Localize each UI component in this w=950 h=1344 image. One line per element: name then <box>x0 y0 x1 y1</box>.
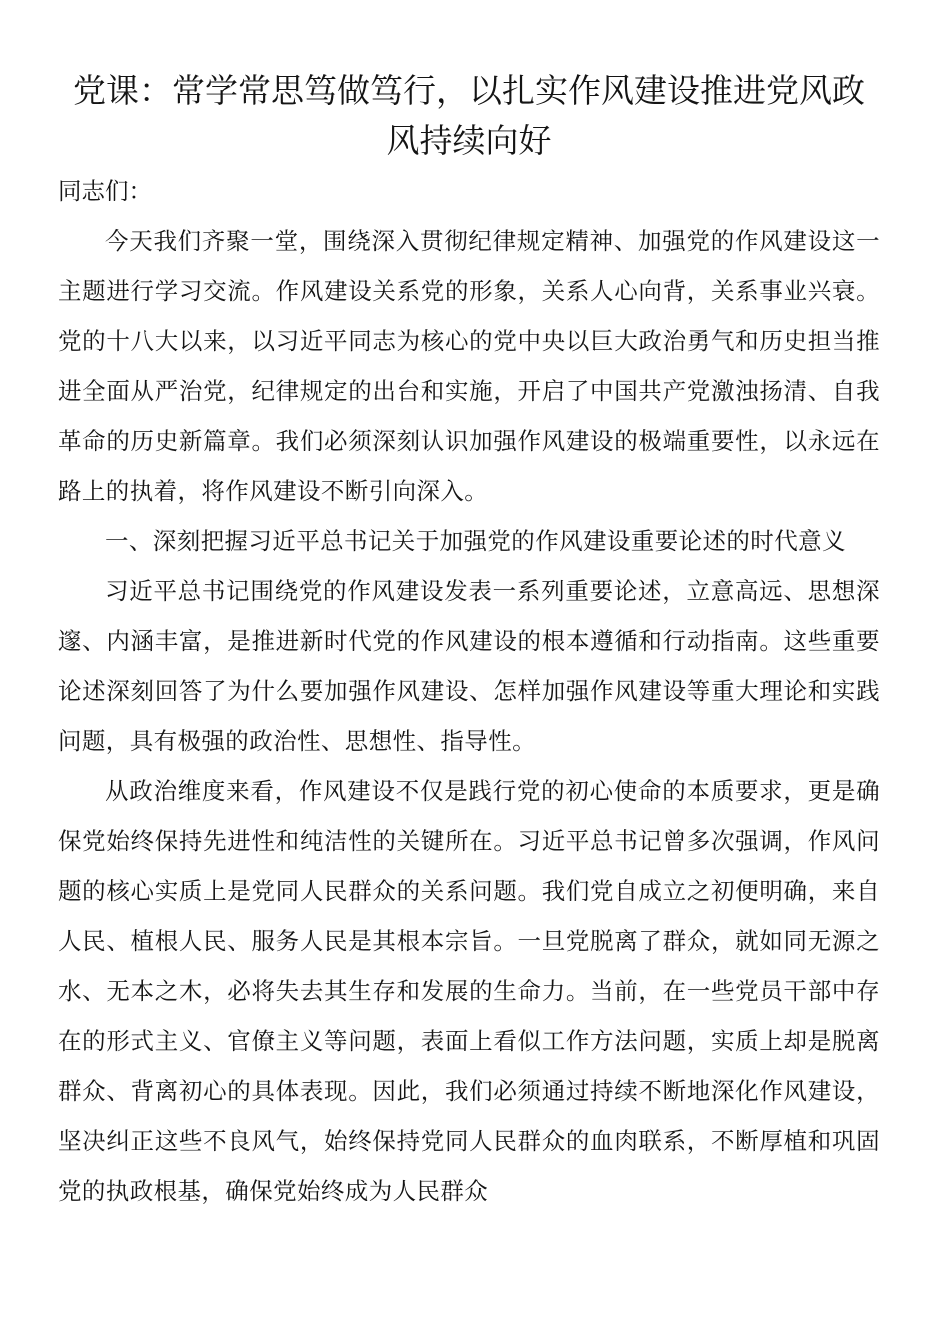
paragraph-body: 习近平总书记围绕党的作风建设发表一系列重要论述，立意高远、思想深邃、内涵丰富，是推进新时代党的作风建设的根本遵循和行动指南。这些重要论述深刻回答了为什么要加强作风建设、怎样加强作风建设等重大理论和实践问题，具有极强的政治性、思想性、指导性。 <box>58 577 880 755</box>
section-heading-1: 一、深刻把握习近平总书记关于加强党的作风建设重要论述的时代意义 <box>105 527 846 555</box>
salutation: 同志们： <box>58 177 152 205</box>
paragraph-body: 从政治维度来看，作风建设不仅是践行党的初心使命的本质要求，更是确保党始终保持先进性和纯洁性的关键所在。习近平总书记曾多次强调，作风问题的核心实质上是党同人民群众的关系问题。我们党自成立之初便明确，来自人民、植根人民、服务人民是其根本宗旨。一旦党脱离了群众，就如同无源之水、无本之木，必将失去其生存和发展的生命力。当前，在一些党员干部中存在的形式主义、官僚主义等问题，表面上看似工作方法问题，实质上却是脱离群众、背离初心的具体表现。因此，我们必须通过持续不断地深化作风建设，坚决纠正这些不良风气，始终保持党同人民群众的血肉联系，不断厚植和巩固党的执政根基，确保党始终成为人民群众 <box>58 777 880 1205</box>
document-title: 党课：常学常思笃做笃行，以扎实作风建设推进党风政风持续向好 <box>73 71 865 160</box>
document-page <box>58 66 880 1216</box>
paragraph-intro: 今天我们齐聚一堂，围绕深入贯彻纪律规定精神、加强党的作风建设这一主题进行学习交流。作风建设关系党的形象，关系人心向背，关系事业兴衰。党的十八大以来，以习近平同志为核心的党中央以巨大政治勇气和历史担当推进全面从严治党，纪律规定的出台和实施，开启了中国共产党激浊扬清、自我革命的历史新篇章。我们必须深刻认识加强作风建设的极端重要性，以永远在路上的执着，将作风建设不断引向深入。 <box>58 227 880 505</box>
